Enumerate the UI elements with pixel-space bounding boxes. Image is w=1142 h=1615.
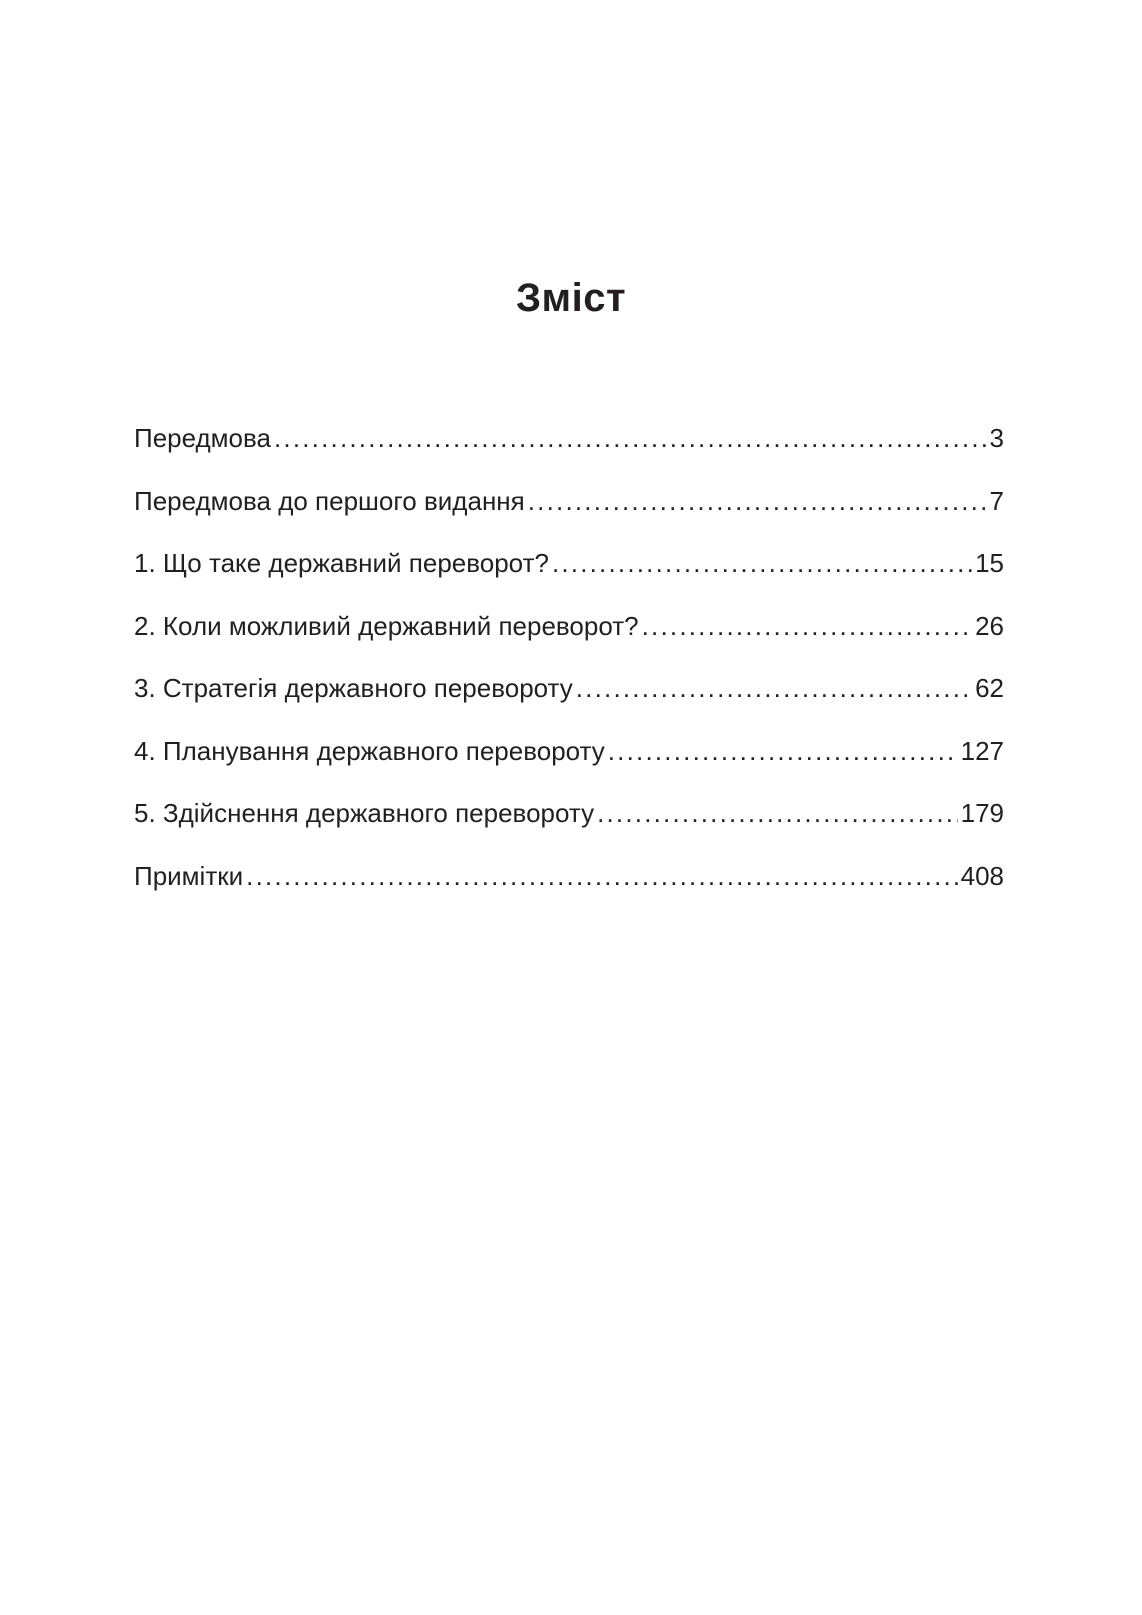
toc-entry-page-number: 15: [975, 548, 1004, 578]
toc-entry-chapter-3[interactable]: [134, 673, 1004, 736]
toc-entry-page-number: 7: [989, 485, 1004, 516]
dot-leader: [552, 548, 972, 578]
toc-entry-page-number: 26: [975, 610, 1004, 641]
toc-entry-label: 3. Стратегія державного перевороту: [134, 673, 573, 703]
toc-entry-label: Передмова: [134, 423, 271, 453]
toc-entry-page-number: 179: [960, 798, 1004, 828]
toc-entry-label: Примітки: [134, 860, 244, 891]
table-of-contents: [134, 423, 1004, 923]
toc-entry-page-number: 3: [989, 423, 1004, 453]
toc-entry-page-number: 62: [975, 673, 1004, 703]
toc-entry-chapter-1[interactable]: [134, 548, 1004, 611]
toc-entry-label: Передмова до першого видання: [134, 485, 525, 516]
page-title: Зміст: [515, 275, 627, 320]
toc-entry-preface[interactable]: [134, 423, 1004, 486]
toc-entry-chapter-5[interactable]: [134, 798, 1004, 861]
toc-entry-notes[interactable]: [134, 861, 1004, 924]
toc-entry-chapter-2[interactable]: [134, 611, 1004, 674]
toc-entry-label: 4. Планування державного перевороту: [134, 735, 605, 766]
toc-entry-page-number: 127: [960, 735, 1004, 766]
toc-entry-preface-first-edition[interactable]: [134, 486, 1004, 549]
dot-leader: [597, 798, 958, 828]
dot-leader: [528, 486, 987, 516]
dot-leader: [576, 673, 972, 703]
toc-entry-label: 2. Коли можливий державний переворот?: [134, 610, 639, 641]
dot-leader: [642, 611, 972, 641]
dot-leader: [246, 861, 957, 891]
toc-entry-label: 5. Здійснення державного перевороту: [134, 798, 595, 828]
toc-entry-chapter-4[interactable]: [134, 736, 1004, 799]
toc-entry-page-number: 408: [960, 860, 1004, 891]
dot-leader: [274, 423, 987, 453]
dot-leader: [608, 736, 958, 766]
toc-entry-label: 1. Що таке державний переворот?: [134, 548, 549, 578]
